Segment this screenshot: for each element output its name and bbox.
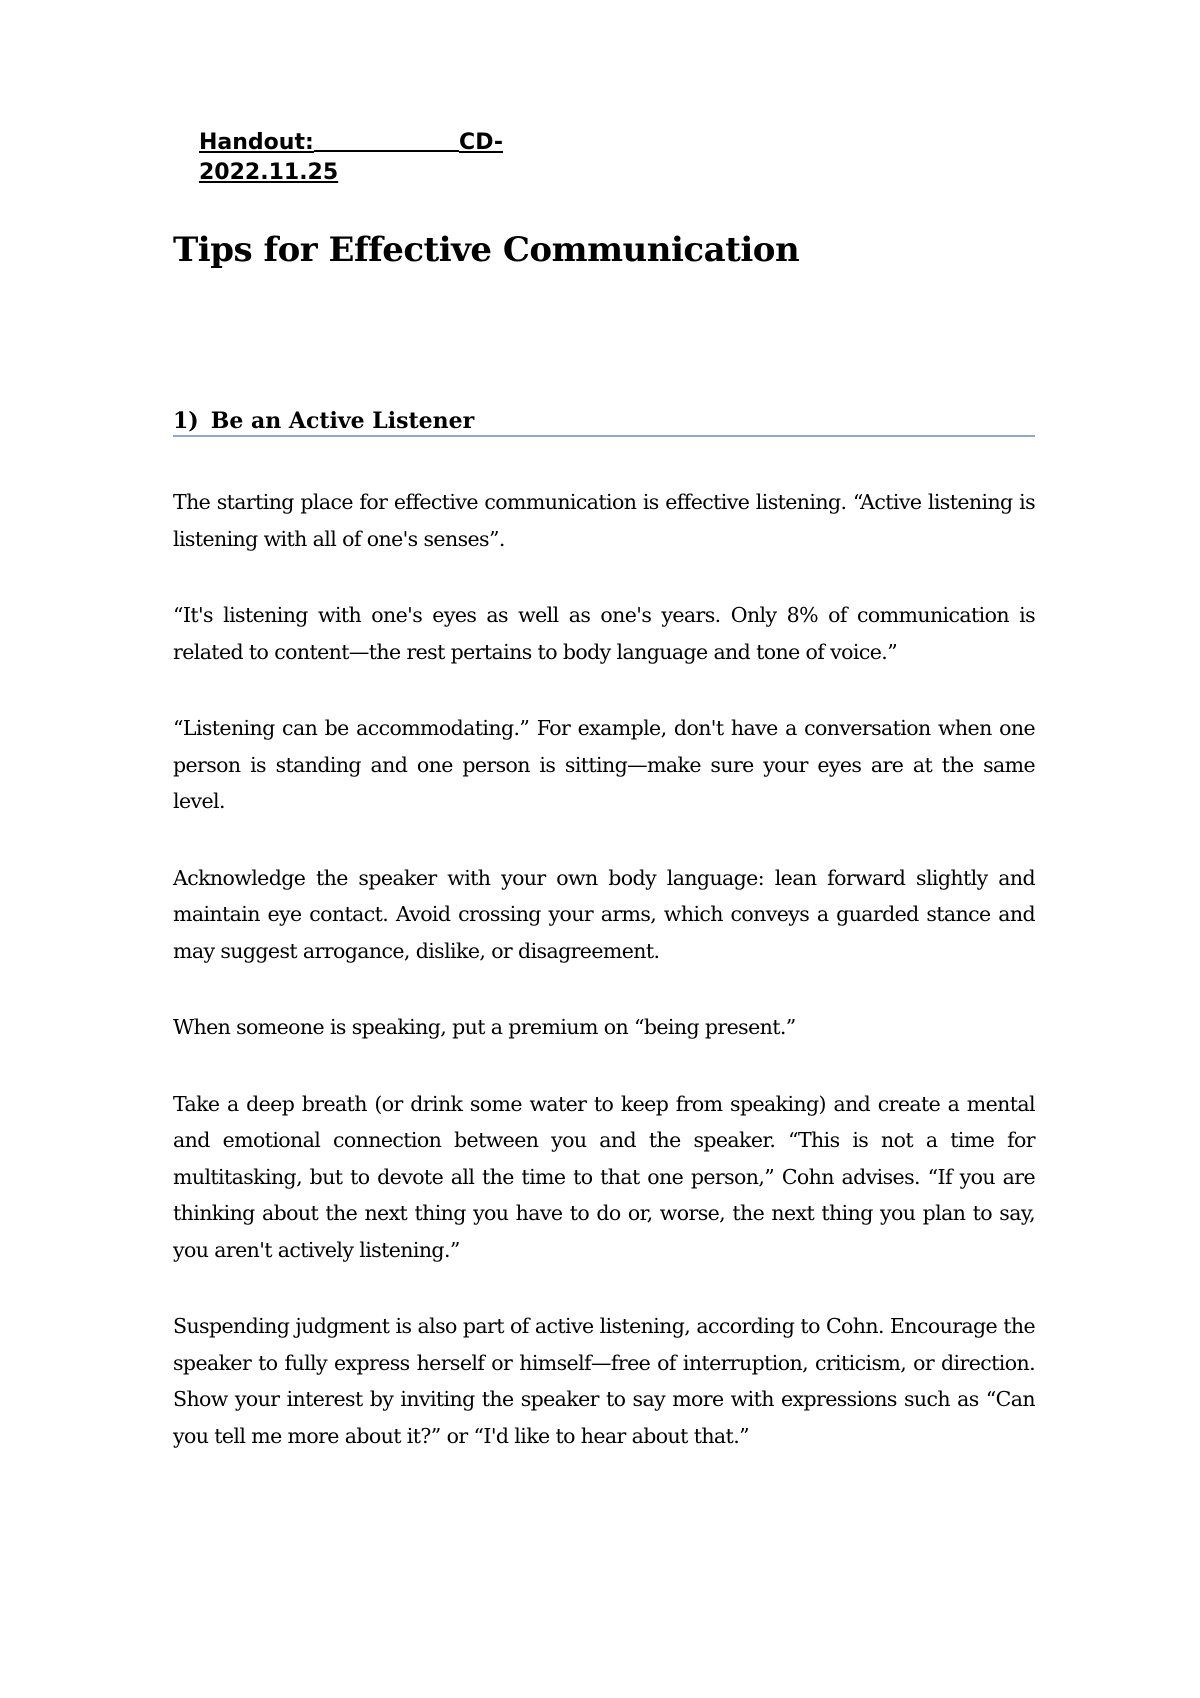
body-text	[173, 484, 1035, 1494]
paragraph: When someone is speaking, put a premium on “being present.”	[173, 1015, 796, 1039]
paragraph: “Listening can be accommodating.” For example, don't have a conversation when one person is standing and one person is sitting—make sure your eyes are at the same level.	[173, 716, 1035, 813]
handout-line-1	[199, 128, 503, 158]
handout-reference	[199, 128, 503, 188]
document-title: Tips for Effective Communication	[173, 230, 800, 270]
handout-underline-gap	[314, 150, 459, 152]
paragraph: Take a deep breath (or drink some water to keep from speaking) and create a mental and emotional connection between you and the speaker. “This is not a time for multitasking, but to devote all the time to that one person,” Cohn advises. “If you are thinking about the next thing you have to do or, worse, the next thing you plan to say, you aren't actively listening.”	[173, 1091, 1035, 1262]
section-heading	[173, 405, 1035, 437]
handout-code-end: 2022.11.25	[199, 160, 339, 185]
handout-code-start: CD-	[459, 130, 503, 155]
paragraph: The starting place for effective communication is effective listening. “Active listening is listening with all of one's senses”.	[173, 490, 1035, 551]
handout-label: Handout:	[199, 130, 314, 155]
paragraph: “It's listening with one's eyes as well as one's years. Only 8% of communication is related to content—the rest pertains to body language and tone of voice.”	[173, 603, 1035, 664]
paragraph: Suspending judgment is also part of active listening, according to Cohn. Encourage the speaker to fully express herself or himself—free of interruption, criticism, or direction. Show your interest by inviting the speaker to say more with expressions such as “Can you tell me more about it?” or “I'd like to hear about that.”	[173, 1314, 1035, 1448]
section-number: 1)	[173, 408, 199, 434]
section-heading-text: Be an Active Listener	[210, 408, 475, 434]
paragraph: Acknowledge the speaker with your own body language: lean forward slightly and maintain eye contact. Avoid crossing your arms, which conveys a guarded stance and may suggest arrogance, dislike, or disagreement.	[173, 865, 1035, 963]
